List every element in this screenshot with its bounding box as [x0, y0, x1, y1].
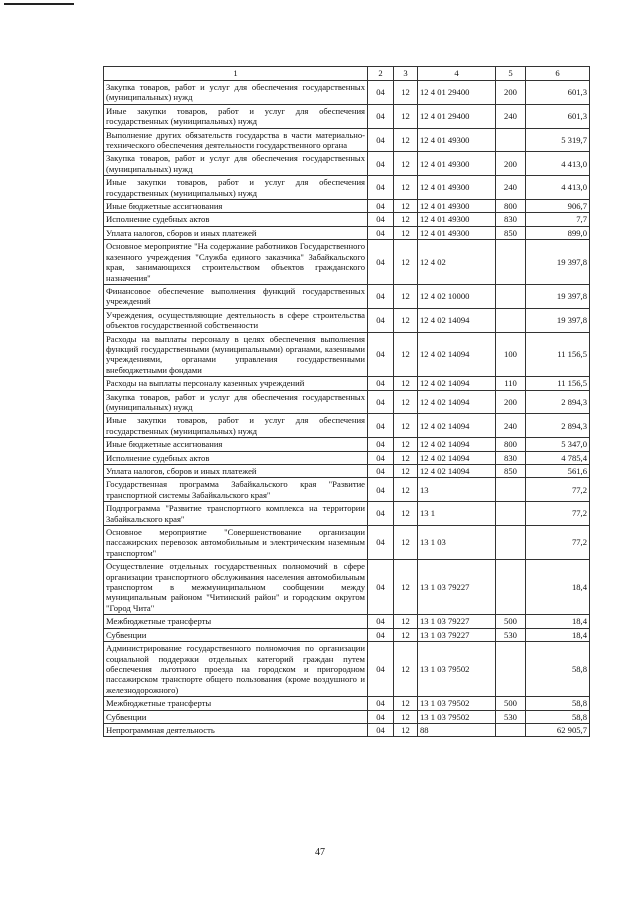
row-name: Основное мероприятие "Совершенствование организации пассажирских перевозок автомобильным и электрическим наземным транспортом" [104, 526, 368, 560]
row-target-article: 12 4 01 49300 [418, 152, 496, 176]
row-section: 04 [368, 284, 394, 308]
row-subsection: 12 [394, 284, 418, 308]
table-row [104, 128, 590, 152]
row-target-article: 88 [418, 723, 496, 736]
row-name: Межбюджетные трансферты [104, 615, 368, 628]
table-row [104, 414, 590, 438]
row-expense-type: 800 [496, 200, 526, 213]
row-expense-type: 240 [496, 414, 526, 438]
row-target-article: 13 1 [418, 502, 496, 526]
row-subsection: 12 [394, 176, 418, 200]
row-section: 04 [368, 438, 394, 451]
table-row [104, 710, 590, 723]
row-target-article: 12 4 02 14094 [418, 451, 496, 464]
row-section: 04 [368, 200, 394, 213]
row-expense-type: 850 [496, 465, 526, 478]
row-section: 04 [368, 104, 394, 128]
row-target-article: 12 4 01 49300 [418, 226, 496, 239]
row-subsection: 12 [394, 465, 418, 478]
row-name: Учреждения, осуществляющие деятельность в сфере строительства объектов государственной собственности [104, 308, 368, 332]
row-section: 04 [368, 81, 394, 105]
row-subsection: 12 [394, 332, 418, 377]
row-target-article: 13 [418, 478, 496, 502]
row-expense-type: 200 [496, 390, 526, 414]
row-name: Иные закупки товаров, работ и услуг для обеспечения государственных (муниципальных) нужд [104, 104, 368, 128]
row-name: Субвенции [104, 628, 368, 641]
row-subsection: 12 [394, 526, 418, 560]
table-row [104, 560, 590, 615]
table-row [104, 526, 590, 560]
table-row [104, 465, 590, 478]
row-name: Иные бюджетные ассигнования [104, 200, 368, 213]
row-subsection: 12 [394, 697, 418, 710]
row-amount: 19 397,8 [526, 308, 590, 332]
top-rule-line [4, 3, 74, 5]
row-expense-type: 530 [496, 710, 526, 723]
table-row [104, 152, 590, 176]
row-expense-type: 500 [496, 697, 526, 710]
row-section: 04 [368, 526, 394, 560]
budget-table [103, 66, 590, 737]
row-amount: 18,4 [526, 628, 590, 641]
row-target-article: 12 4 01 29400 [418, 104, 496, 128]
row-name: Основное мероприятие "На содержание работников Государственного казенного учреждения "Служба единого заказчика" Забайкальского края, занимающихся строительством объектов гражданского назначения" [104, 240, 368, 285]
row-subsection: 12 [394, 615, 418, 628]
row-section: 04 [368, 560, 394, 615]
row-section: 04 [368, 615, 394, 628]
row-subsection: 12 [394, 710, 418, 723]
row-name: Выполнение других обязательств государства в части материально-технического обеспечения деятельности государственного органа [104, 128, 368, 152]
row-target-article: 12 4 01 49300 [418, 213, 496, 226]
row-expense-type: 830 [496, 451, 526, 464]
table-row [104, 697, 590, 710]
column-header: 4 [418, 67, 496, 81]
table-row [104, 308, 590, 332]
row-name: Закупка товаров, работ и услуг для обеспечения государственных (муниципальных) нужд [104, 81, 368, 105]
row-section: 04 [368, 642, 394, 697]
row-section: 04 [368, 176, 394, 200]
row-name: Финансовое обеспечение выполнения функций государственных учреждений [104, 284, 368, 308]
row-section: 04 [368, 465, 394, 478]
row-amount: 906,7 [526, 200, 590, 213]
row-amount: 11 156,5 [526, 377, 590, 390]
row-amount: 18,4 [526, 615, 590, 628]
table-row [104, 213, 590, 226]
row-expense-type [496, 560, 526, 615]
row-section: 04 [368, 502, 394, 526]
row-target-article: 13 1 03 79502 [418, 710, 496, 723]
row-subsection: 12 [394, 478, 418, 502]
row-amount: 58,8 [526, 697, 590, 710]
row-amount: 5 319,7 [526, 128, 590, 152]
row-expense-type [496, 502, 526, 526]
row-subsection: 12 [394, 240, 418, 285]
row-amount: 899,0 [526, 226, 590, 239]
row-target-article: 12 4 01 49300 [418, 200, 496, 213]
row-target-article: 12 4 02 14094 [418, 390, 496, 414]
row-section: 04 [368, 226, 394, 239]
table-row [104, 200, 590, 213]
row-section: 04 [368, 152, 394, 176]
table-row [104, 615, 590, 628]
row-amount: 561,6 [526, 465, 590, 478]
row-amount: 58,8 [526, 710, 590, 723]
row-subsection: 12 [394, 628, 418, 641]
row-expense-type: 530 [496, 628, 526, 641]
row-target-article: 12 4 02 14094 [418, 465, 496, 478]
row-amount: 77,2 [526, 478, 590, 502]
row-subsection: 12 [394, 81, 418, 105]
row-section: 04 [368, 478, 394, 502]
table-row [104, 284, 590, 308]
row-expense-type [496, 642, 526, 697]
row-expense-type [496, 240, 526, 285]
row-subsection: 12 [394, 438, 418, 451]
row-name: Закупка товаров, работ и услуг для обеспечения государственных (муниципальных) нужд [104, 390, 368, 414]
table-header-row [104, 67, 590, 81]
row-expense-type [496, 284, 526, 308]
table-row [104, 332, 590, 377]
row-expense-type: 110 [496, 377, 526, 390]
row-expense-type: 100 [496, 332, 526, 377]
table-row [104, 502, 590, 526]
row-section: 04 [368, 308, 394, 332]
row-subsection: 12 [394, 152, 418, 176]
row-target-article: 13 1 03 [418, 526, 496, 560]
row-target-article: 13 1 03 79502 [418, 642, 496, 697]
row-name: Межбюджетные трансферты [104, 697, 368, 710]
row-section: 04 [368, 628, 394, 641]
row-name: Администрирование государственного полномочия по организации социальной поддержки отдельных категорий граждан путем обеспечения льготного проезда на городском и пригородном пассажирском транспорте общего пользования (кроме воздушного и железнодорожного) [104, 642, 368, 697]
row-amount: 4 413,0 [526, 176, 590, 200]
row-name: Иные закупки товаров, работ и услуг для обеспечения государственных (муниципальных) нужд [104, 176, 368, 200]
row-subsection: 12 [394, 200, 418, 213]
row-subsection: 12 [394, 560, 418, 615]
row-amount: 601,3 [526, 104, 590, 128]
row-target-article: 12 4 02 14094 [418, 332, 496, 377]
row-target-article: 12 4 02 14094 [418, 377, 496, 390]
row-target-article: 12 4 02 [418, 240, 496, 285]
row-expense-type: 200 [496, 81, 526, 105]
table-row [104, 451, 590, 464]
page-number: 47 [315, 847, 325, 858]
table-row [104, 176, 590, 200]
row-target-article: 12 4 02 14094 [418, 308, 496, 332]
row-expense-type: 200 [496, 152, 526, 176]
row-expense-type: 240 [496, 176, 526, 200]
row-amount: 62 905,7 [526, 723, 590, 736]
row-target-article: 12 4 01 29400 [418, 81, 496, 105]
table-row [104, 642, 590, 697]
row-subsection: 12 [394, 502, 418, 526]
row-subsection: 12 [394, 226, 418, 239]
row-name: Расходы на выплаты персоналу казенных учреждений [104, 377, 368, 390]
row-target-article: 12 4 02 14094 [418, 438, 496, 451]
row-amount: 77,2 [526, 502, 590, 526]
row-target-article: 13 1 03 79502 [418, 697, 496, 710]
row-subsection: 12 [394, 377, 418, 390]
row-name: Уплата налогов, сборов и иных платежей [104, 465, 368, 478]
column-header: 5 [496, 67, 526, 81]
row-subsection: 12 [394, 104, 418, 128]
row-amount: 5 347,0 [526, 438, 590, 451]
row-section: 04 [368, 332, 394, 377]
row-name: Субвенции [104, 710, 368, 723]
row-subsection: 12 [394, 723, 418, 736]
row-target-article: 13 1 03 79227 [418, 615, 496, 628]
row-amount: 601,3 [526, 81, 590, 105]
row-amount: 58,8 [526, 642, 590, 697]
table-row [104, 377, 590, 390]
row-amount: 11 156,5 [526, 332, 590, 377]
table-row [104, 390, 590, 414]
row-section: 04 [368, 723, 394, 736]
row-amount: 77,2 [526, 526, 590, 560]
row-subsection: 12 [394, 451, 418, 464]
column-header: 1 [104, 67, 368, 81]
row-section: 04 [368, 377, 394, 390]
row-name: Закупка товаров, работ и услуг для обеспечения государственных (муниципальных) нужд [104, 152, 368, 176]
row-expense-type [496, 526, 526, 560]
row-subsection: 12 [394, 414, 418, 438]
row-name: Подпрограмма "Развитие транспортного комплекса на территории Забайкальского края" [104, 502, 368, 526]
table-row [104, 81, 590, 105]
table-row [104, 628, 590, 641]
row-expense-type [496, 128, 526, 152]
row-amount: 19 397,8 [526, 284, 590, 308]
table-row [104, 478, 590, 502]
row-target-article: 12 4 01 49300 [418, 128, 496, 152]
row-section: 04 [368, 240, 394, 285]
row-name: Осуществление отдельных государственных полномочий в сфере организации транспортного обслуживания населения автомобильным транспортом в межмуниципальном сообщении между муниципальным районом "Читинский район" и городским округом "Город Чита" [104, 560, 368, 615]
row-section: 04 [368, 697, 394, 710]
row-subsection: 12 [394, 308, 418, 332]
row-name: Непрограммная деятельность [104, 723, 368, 736]
row-target-article: 13 1 03 79227 [418, 560, 496, 615]
row-name: Государственная программа Забайкальского края "Развитие транспортной системы Забайкальского края" [104, 478, 368, 502]
row-expense-type [496, 723, 526, 736]
row-amount: 18,4 [526, 560, 590, 615]
row-name: Иные бюджетные ассигнования [104, 438, 368, 451]
row-target-article: 12 4 01 49300 [418, 176, 496, 200]
row-name: Иные закупки товаров, работ и услуг для обеспечения государственных (муниципальных) нужд [104, 414, 368, 438]
row-section: 04 [368, 710, 394, 723]
row-amount: 4 785,4 [526, 451, 590, 464]
column-header: 6 [526, 67, 590, 81]
row-amount: 7,7 [526, 213, 590, 226]
row-amount: 2 894,3 [526, 390, 590, 414]
row-expense-type: 800 [496, 438, 526, 451]
table-row [104, 104, 590, 128]
table-body [104, 81, 590, 737]
row-expense-type [496, 478, 526, 502]
row-expense-type: 850 [496, 226, 526, 239]
row-subsection: 12 [394, 390, 418, 414]
row-section: 04 [368, 128, 394, 152]
row-section: 04 [368, 390, 394, 414]
row-section: 04 [368, 213, 394, 226]
row-expense-type [496, 308, 526, 332]
row-name: Исполнение судебных актов [104, 451, 368, 464]
row-target-article: 12 4 02 14094 [418, 414, 496, 438]
row-expense-type: 830 [496, 213, 526, 226]
row-subsection: 12 [394, 642, 418, 697]
row-subsection: 12 [394, 213, 418, 226]
column-header: 2 [368, 67, 394, 81]
row-subsection: 12 [394, 128, 418, 152]
column-header: 3 [394, 67, 418, 81]
row-section: 04 [368, 414, 394, 438]
row-name: Расходы на выплаты персоналу в целях обеспечения выполнения функций государственными (муниципальными) органами, казенными учреждениями, органами управления государственными внебюджетными фондами [104, 332, 368, 377]
row-name: Уплата налогов, сборов и иных платежей [104, 226, 368, 239]
table-row [104, 723, 590, 736]
row-target-article: 12 4 02 10000 [418, 284, 496, 308]
row-name: Исполнение судебных актов [104, 213, 368, 226]
row-section: 04 [368, 451, 394, 464]
row-amount: 19 397,8 [526, 240, 590, 285]
row-target-article: 13 1 03 79227 [418, 628, 496, 641]
table-row [104, 226, 590, 239]
table-row [104, 438, 590, 451]
table-row [104, 240, 590, 285]
row-amount: 2 894,3 [526, 414, 590, 438]
row-amount: 4 413,0 [526, 152, 590, 176]
row-expense-type: 500 [496, 615, 526, 628]
row-expense-type: 240 [496, 104, 526, 128]
